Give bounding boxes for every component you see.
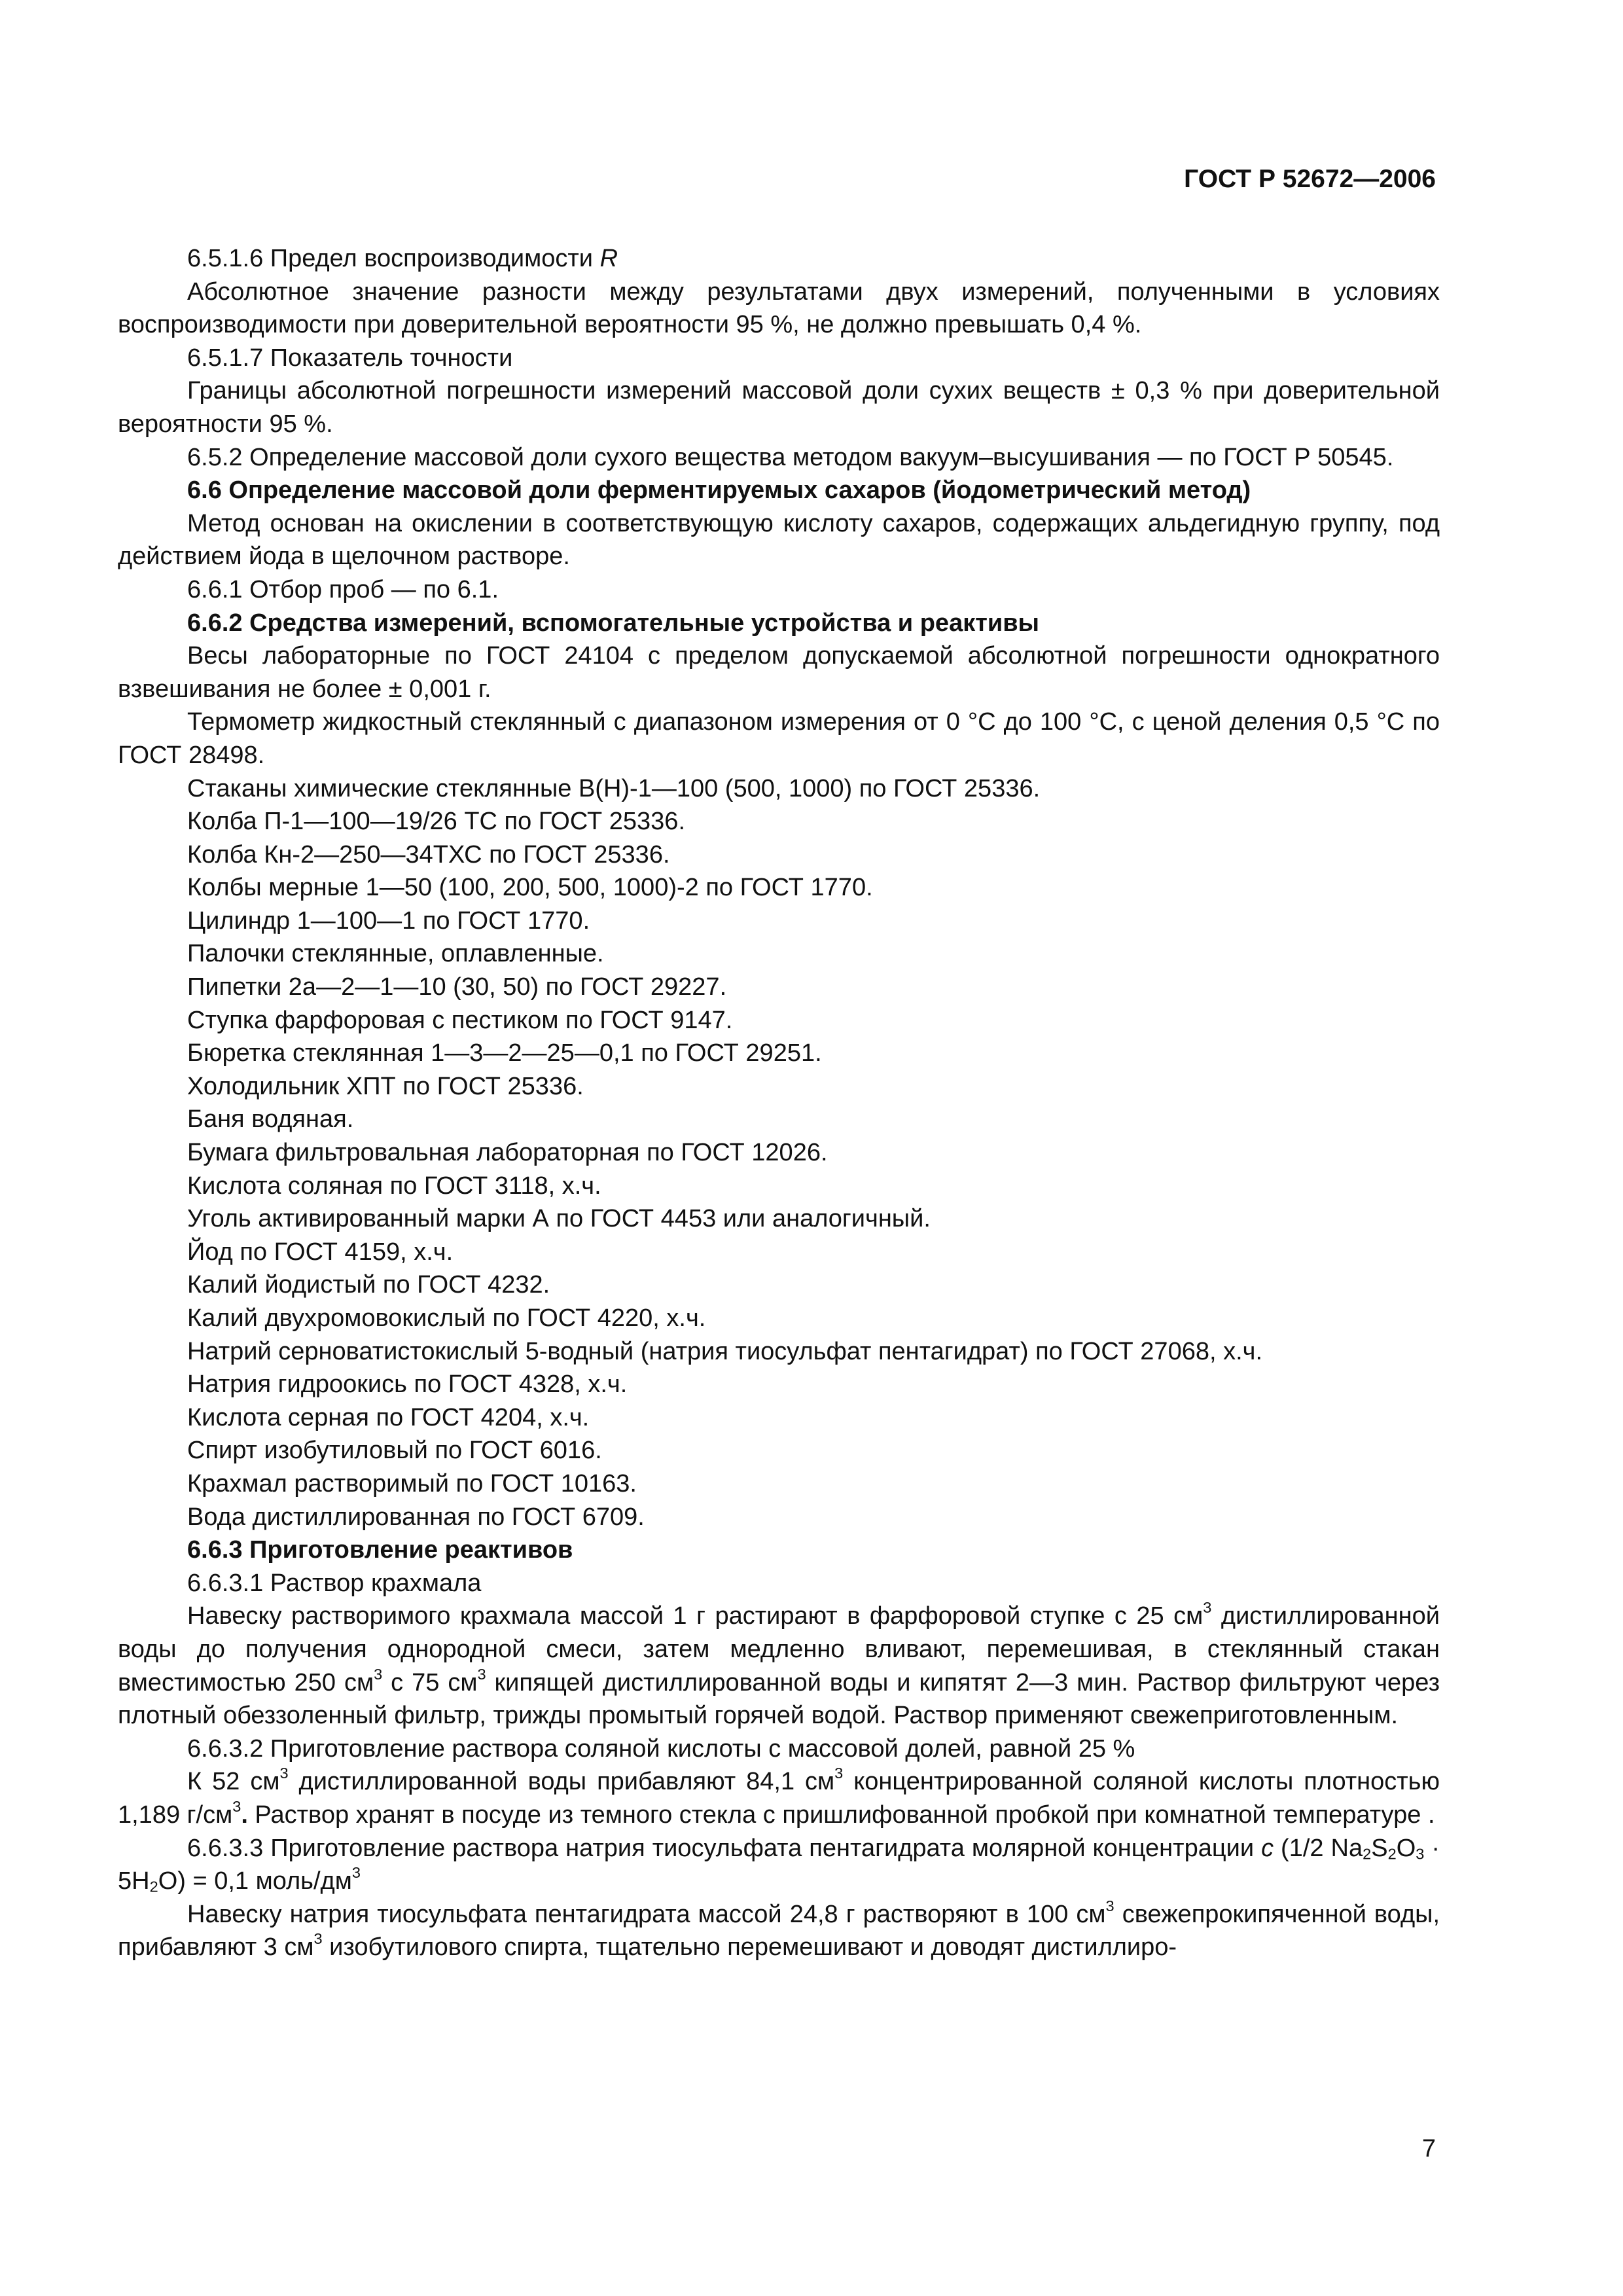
document-code-header: ГОСТ Р 52672—2006 (1184, 165, 1436, 193)
section-6-6-3-2-title: 6.6.3.2 Приготовление раствора соляной кислоты с массовой долей, равной 25 % (187, 1734, 1135, 1763)
section-6-6-3-title: 6.6.3 Приготовление реактивов (187, 1536, 573, 1564)
section-6-5-1-7-title: 6.5.1.7 Показатель точности (187, 344, 513, 372)
reagent-item: Крахмал растворимый по ГОСТ 10163. (187, 1469, 637, 1498)
section-6-6-3-3-title: 6.6.3.3 Приготовление раствора натрия тиосульфата пентагидрата молярной концентрации с (1/2 $Na_2S_2O_3 \cdot 5H_2O) = 0,1$ моль/$дм^3$ (118, 1834, 1440, 1895)
reagent-item: Вода дистиллированная по ГОСТ 6709. (187, 1503, 645, 1531)
reagent-item: Калий йодистый по ГОСТ 4232. (187, 1271, 550, 1299)
reagent-item: Натрия гидроокись по ГОСТ 4328, х.ч. (187, 1371, 628, 1399)
reagent-item: Калий двухромовокислый по ГОСТ 4220, х.ч. (187, 1304, 706, 1332)
equipment-item: Баня водяная. (187, 1105, 354, 1134)
section-6-6-3-1-title: 6.6.3.1 Раствор крахмала (187, 1569, 482, 1597)
reagent-item: Кислота соляная по ГОСТ 3118, х.ч. (187, 1172, 601, 1200)
reagent-item: Кислота серная по ГОСТ 4204, х.ч. (187, 1403, 590, 1431)
section-6-6-title: 6.6 Определение массовой доли ферментируемых сахаров (йодометрический метод) (187, 476, 1251, 505)
reagent-item: Уголь активированный марки А по ГОСТ 4453 или аналогичный. (187, 1205, 931, 1233)
reagent-item: Йод по ГОСТ 4159, х.ч. (187, 1238, 454, 1266)
section-6-5-2-text: 6.5.2 Определение массовой доли сухого вещества методом вакуум–высушивания — по ГОСТ Р 50545. (187, 443, 1394, 471)
equipment-item: Бюретка стеклянная 1—3—2—25—0,1 по ГОСТ 29251. (187, 1039, 822, 1067)
reagent-item: Натрий серноватистокислый 5-водный (натрия тиосульфат пентагидрат) по ГОСТ 27068, х.ч. (187, 1337, 1262, 1365)
section-6-6-3-3-text: Навеску натрия тиосульфата пентагидрата массой 24,8 г растворяют в 100 $см^3$ свежепрокипяченной воды, прибавляют 3 $см^3$ изобутилового спирта, тщательно перемешивают и доводят дистиллиро- (118, 1897, 1440, 1962)
section-6-6-text: Метод основан на окислении в соответствующую кислоту сахаров, содержащих альдегидную группу, под действием йода в щелочном растворе. (118, 509, 1440, 571)
equipment-item: Колба Кн-2—250—34ТХС по ГОСТ 25336. (187, 840, 670, 869)
section-6-6-2-title: 6.6.2 Средства измерений, вспомогательные устройства и реактивы (187, 609, 1040, 637)
equipment-item: Термометр жидкостный стеклянный с диапазоном измерения от 0 °С до 100 °С, с ценой деления 0,5 °С по ГОСТ 28498. (118, 708, 1440, 769)
equipment-item: Ступка фарфоровая с пестиком по ГОСТ 9147. (187, 1006, 733, 1034)
equipment-item: Колбы мерные 1—50 (100, 200, 500, 1000)-2 по ГОСТ 1770. (187, 874, 873, 902)
equipment-item: Цилиндр 1—100—1 по ГОСТ 1770. (187, 906, 590, 935)
section-6-6-1-text: 6.6.1 Отбор проб — по 6.1. (187, 575, 499, 603)
page-content (118, 242, 1440, 1964)
equipment-item: Весы лабораторные по ГОСТ 24104 с пределом допускаемой абсолютной погрешности однократного взвешивания не более ± 0,001 г. (118, 642, 1440, 703)
section-6-5-1-7-text: Границы абсолютной погрешности измерений массовой доли сухих веществ ± 0,3 % при доверительной вероятности 95 %. (118, 377, 1440, 438)
section-6-5-1-6-title: 6.5.1.6 Предел воспроизводимости R (187, 245, 618, 272)
equipment-item: Стаканы химические стеклянные В(Н)-1—100 (500, 1000) по ГОСТ 25336. (187, 774, 1041, 802)
equipment-item: Пипетки 2а—2—1—10 (30, 50) по ГОСТ 29227. (187, 973, 727, 1001)
reagent-item: Спирт изобутиловый по ГОСТ 6016. (187, 1437, 602, 1465)
page-number: 7 (1421, 2135, 1436, 2162)
equipment-item: Палочки стеклянные, оплавленные. (187, 940, 604, 968)
equipment-item: Холодильник ХПТ по ГОСТ 25336. (187, 1072, 584, 1100)
section-6-6-3-1-text: Навеску растворимого крахмала массой 1 г растирают в фарфоровой ступке с 25 $см^3$ дистиллированной воды до получения однородной смеси, затем медленно вливают, перемешивая, в стеклянный стакан вместимостью 250 $см^3$ с 75 $см^3$ кипящей дистиллированной воды и кипятят 2—3 мин. Раствор фильтруют через плотный обеззоленный фильтр, трижды промытый горячей водой. Раствор применяют свежеприготовленным. (118, 1599, 1440, 1730)
equipment-item: Бумага фильтровальная лабораторная по ГОСТ 12026. (187, 1139, 828, 1167)
equipment-item: Колба П-1—100—19/26 ТС по ГОСТ 25336. (187, 808, 686, 836)
section-6-6-3-2-text: К 52 $см^3$ дистиллированной воды прибавляют 84,1 $см^3$ концентрированной соляной кислоты плотностью 1,189 $г/см^3$. Раствор хранят в посуде из темного стекла с пришлифованной пробкой при комнатной температуре . (118, 1765, 1440, 1829)
section-6-5-1-6-text: Абсолютное значение разности между результатами двух измерений, полученными в условиях воспроизводимости при доверительной вероятности 95 %, не должно превышать 0,4 %. (118, 278, 1440, 339)
